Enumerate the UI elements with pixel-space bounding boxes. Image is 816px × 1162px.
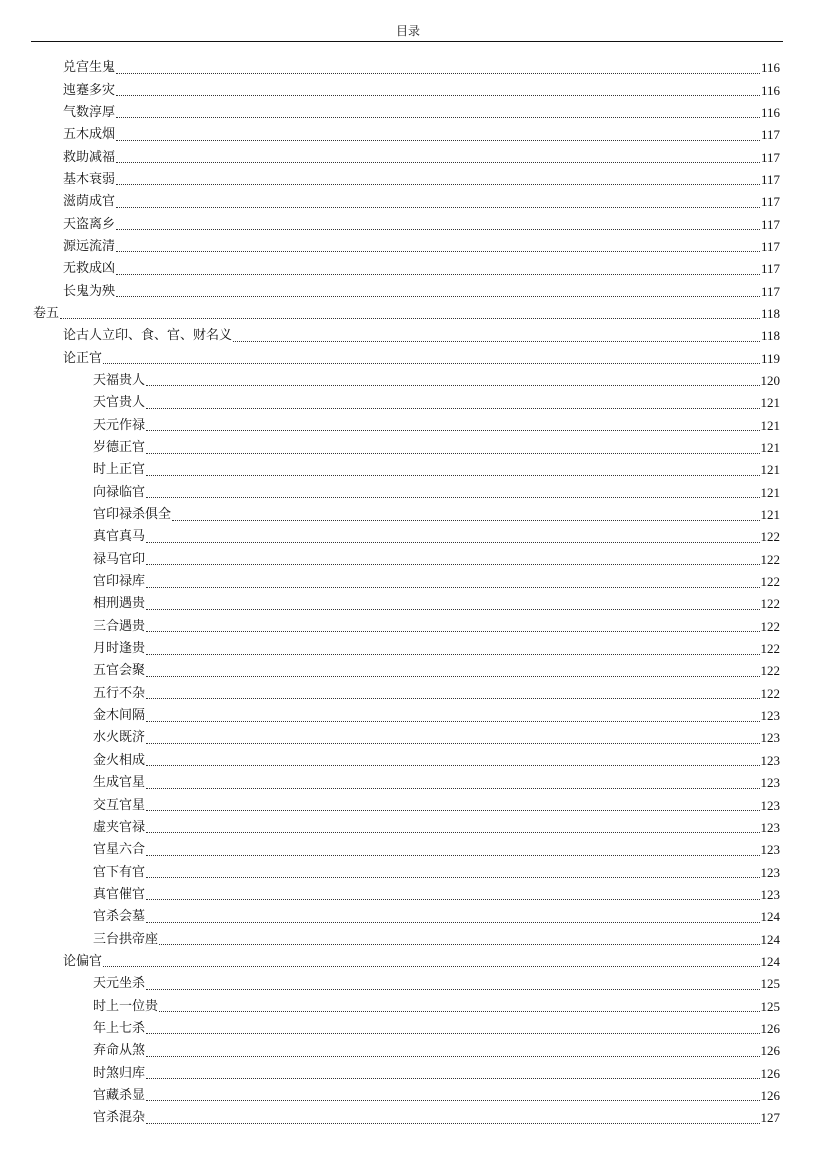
toc-entry-title: 官印禄库 [93, 574, 146, 590]
toc-dot-leader [146, 564, 759, 565]
toc-entry[interactable] [0, 482, 816, 504]
toc-entry-title: 论偏官 [63, 953, 103, 969]
toc-dot-leader [146, 654, 759, 655]
toc-entry-page-number: 122 [760, 618, 780, 634]
toc-entry-title: 官杀会墓 [93, 909, 146, 925]
toc-entry[interactable] [0, 124, 816, 146]
toc-entry-page-number: 127 [760, 1110, 780, 1126]
toc-entry[interactable] [0, 280, 816, 302]
toc-dot-leader [146, 587, 759, 588]
toc-entry[interactable] [0, 1040, 816, 1062]
toc-entry-title: 天福贵人 [93, 372, 146, 388]
toc-dot-leader [60, 318, 760, 319]
toc-entry[interactable] [0, 415, 816, 437]
toc-dot-leader [146, 408, 759, 409]
toc-entry-title: 向禄临官 [93, 484, 146, 500]
toc-entry-page-number: 126 [760, 1043, 780, 1059]
toc-entry-page-number: 124 [760, 953, 780, 969]
toc-entry[interactable] [0, 750, 816, 772]
toc-entry-page-number: 123 [760, 886, 780, 902]
toc-entry-title: 金木间隔 [93, 708, 146, 724]
toc-entry[interactable] [0, 1018, 816, 1040]
toc-entry[interactable] [0, 727, 816, 749]
toc-entry[interactable] [0, 370, 816, 392]
toc-entry-page-number: 117 [760, 261, 780, 277]
toc-dot-leader [146, 877, 759, 878]
toc-entry-title: 真官真马 [93, 529, 146, 545]
toc-entry[interactable] [0, 57, 816, 79]
toc-entry-page-number: 117 [760, 127, 780, 143]
toc-entry-title: 虚夹官禄 [93, 819, 146, 835]
toc-dot-leader [116, 296, 760, 297]
toc-entry-title: 官印禄杀俱全 [93, 507, 172, 523]
toc-dot-leader [146, 1033, 759, 1034]
toc-dot-leader [146, 989, 759, 990]
toc-entry-page-number: 125 [760, 976, 780, 992]
toc-entry[interactable] [0, 504, 816, 526]
toc-entry[interactable] [0, 705, 816, 727]
toc-entry-title: 天盗离乡 [63, 216, 116, 232]
toc-entry-title: 卷五 [33, 305, 60, 321]
toc-dot-leader [146, 609, 759, 610]
toc-dot-leader [146, 721, 759, 722]
toc-dot-leader [146, 475, 759, 476]
toc-entry-title: 真官催官 [93, 886, 146, 902]
toc-dot-leader [116, 73, 760, 74]
toc-entry[interactable] [0, 213, 816, 235]
toc-entry-title: 生成官星 [93, 775, 146, 791]
toc-entry[interactable] [0, 794, 816, 816]
toc-entry-title: 天官贵人 [93, 395, 146, 411]
toc-entry-page-number: 122 [760, 685, 780, 701]
toc-dot-leader [146, 631, 759, 632]
toc-entry-page-number: 122 [760, 551, 780, 567]
toc-entry-title: 岁德正官 [93, 440, 146, 456]
toc-dot-leader [146, 676, 759, 677]
toc-entry[interactable] [0, 258, 816, 280]
toc-entry-title: 无救成凶 [63, 261, 116, 277]
toc-entry-page-number: 117 [760, 171, 780, 187]
toc-dot-leader [116, 229, 760, 230]
toc-entry-page-number: 120 [760, 372, 780, 388]
toc-entry-title: 年上七杀 [93, 1020, 146, 1036]
toc-dot-leader [146, 1078, 759, 1079]
toc-entry-page-number: 117 [760, 238, 780, 254]
toc-dot-leader [146, 430, 759, 431]
toc-entry-title: 救助减福 [63, 149, 116, 165]
toc-entry-page-number: 126 [760, 1020, 780, 1036]
toc-entry[interactable] [0, 593, 816, 615]
toc-entry-page-number: 123 [760, 752, 780, 768]
toc-entry-page-number: 121 [760, 417, 780, 433]
toc-dot-leader [116, 274, 760, 275]
toc-entry-page-number: 123 [760, 730, 780, 746]
toc-entry-page-number: 123 [760, 797, 780, 813]
toc-entry-title: 五官会聚 [93, 663, 146, 679]
toc-dot-leader [233, 341, 760, 342]
toc-entry[interactable] [0, 102, 816, 124]
toc-entry[interactable] [0, 347, 816, 369]
toc-entry-page-number: 117 [760, 194, 780, 210]
toc-dot-leader [146, 832, 759, 833]
toc-dot-leader [146, 698, 759, 699]
toc-entry[interactable] [0, 772, 816, 794]
toc-entry[interactable] [0, 973, 816, 995]
toc-dot-leader [146, 453, 759, 454]
toc-entry-title: 官星六合 [93, 842, 146, 858]
toc-entry-page-number: 126 [760, 1065, 780, 1081]
toc-entry-page-number: 122 [760, 641, 780, 657]
toc-entry-page-number: 118 [760, 305, 780, 321]
toc-entry[interactable] [0, 571, 816, 593]
toc-entry-page-number: 125 [760, 998, 780, 1014]
toc-entry[interactable] [0, 79, 816, 101]
toc-entry[interactable] [0, 459, 816, 481]
toc-entry-page-number: 119 [760, 350, 780, 366]
toc-entry[interactable] [0, 549, 816, 571]
toc-dot-leader [103, 363, 760, 364]
toc-entry[interactable] [0, 392, 816, 414]
toc-dot-leader [172, 520, 759, 521]
toc-entry-title: 弃命从煞 [93, 1043, 146, 1059]
page-header-title: 目录 [395, 24, 420, 38]
toc-dot-leader [146, 497, 759, 498]
toc-entry[interactable] [0, 638, 816, 660]
toc-entry-page-number: 123 [760, 775, 780, 791]
toc-entry[interactable] [0, 928, 816, 950]
toc-entry-title: 天元坐杀 [93, 976, 146, 992]
toc-entry-title: 天元作禄 [93, 417, 146, 433]
toc-entry-title: 论正官 [63, 350, 103, 366]
toc-entry-page-number: 122 [760, 596, 780, 612]
toc-entry[interactable] [0, 1107, 816, 1129]
toc-entry-title: 三合遇贵 [93, 618, 146, 634]
toc-dot-leader [116, 207, 760, 208]
toc-dot-leader [146, 922, 759, 923]
toc-dot-leader [116, 95, 760, 96]
toc-entry-title: 交互官星 [93, 797, 146, 813]
toc-entry[interactable] [0, 817, 816, 839]
toc-entry-title: 相刑遇贵 [93, 596, 146, 612]
toc-dot-leader [146, 542, 759, 543]
toc-entry[interactable] [0, 1062, 816, 1084]
toc-entry[interactable] [0, 951, 816, 973]
toc-entry-page-number: 123 [760, 864, 780, 880]
toc-entry-page-number: 118 [760, 328, 780, 344]
toc-entry[interactable] [0, 236, 816, 258]
toc-entry-page-number: 122 [760, 529, 780, 545]
toc-entry-page-number: 121 [760, 507, 780, 523]
toc-entry[interactable] [0, 839, 816, 861]
toc-entry-page-number: 121 [760, 462, 780, 478]
toc-entry[interactable] [0, 616, 816, 638]
header-rule [31, 41, 783, 42]
toc-dot-leader [146, 1100, 759, 1101]
toc-entry-title: 兑宫生鬼 [63, 60, 116, 76]
toc-dot-leader [103, 966, 759, 967]
toc-entry-page-number: 122 [760, 574, 780, 590]
toc-entry[interactable] [0, 683, 816, 705]
toc-dot-leader [146, 1123, 759, 1124]
toc-entry-title: 时上正官 [93, 462, 146, 478]
toc-entry-title: 月时逢贵 [93, 641, 146, 657]
toc-entry-title: 迍蹇多灾 [63, 82, 116, 98]
toc-entry-title: 源远流清 [63, 238, 116, 254]
toc-entry-page-number: 116 [760, 104, 780, 120]
toc-dot-leader [146, 899, 759, 900]
toc-entry[interactable] [0, 146, 816, 168]
toc-dot-leader [146, 765, 759, 766]
toc-entry[interactable] [0, 861, 816, 883]
toc-entry-title: 气数淳厚 [63, 104, 116, 120]
toc-dot-leader [159, 1011, 759, 1012]
toc-entry-title: 时上一位贵 [93, 998, 159, 1014]
toc-entry-page-number: 117 [760, 216, 780, 232]
toc-entry-page-number: 126 [760, 1087, 780, 1103]
toc-entry-page-number: 116 [760, 82, 780, 98]
toc-dot-leader [146, 385, 759, 386]
toc-entry-page-number: 117 [760, 149, 780, 165]
toc-dot-leader [116, 184, 760, 185]
toc-dot-leader [116, 251, 760, 252]
toc-entry-page-number: 121 [760, 484, 780, 500]
toc-entry-title: 官藏杀显 [93, 1087, 146, 1103]
toc-entry-page-number: 124 [760, 931, 780, 947]
toc-entry[interactable] [0, 303, 816, 325]
toc-entry[interactable] [0, 1085, 816, 1107]
table-of-contents [0, 57, 816, 1130]
toc-entry-page-number: 121 [760, 395, 780, 411]
toc-entry-title: 官下有官 [93, 864, 146, 880]
toc-entry-page-number: 123 [760, 819, 780, 835]
toc-entry-title: 时煞归库 [93, 1065, 146, 1081]
toc-entry-page-number: 123 [760, 842, 780, 858]
toc-entry-title: 基木衰弱 [63, 171, 116, 187]
toc-entry[interactable] [0, 995, 816, 1017]
toc-entry[interactable] [0, 884, 816, 906]
toc-dot-leader [159, 944, 759, 945]
toc-dot-leader [146, 1056, 759, 1057]
toc-dot-leader [146, 855, 759, 856]
toc-entry-title: 长鬼为殃 [63, 283, 116, 299]
toc-entry[interactable] [0, 906, 816, 928]
toc-entry[interactable] [0, 437, 816, 459]
toc-entry-title: 金火相成 [93, 752, 146, 768]
toc-entry[interactable] [0, 325, 816, 347]
toc-entry-title: 五行不杂 [93, 685, 146, 701]
toc-entry[interactable] [0, 191, 816, 213]
toc-dot-leader [116, 162, 760, 163]
toc-entry[interactable] [0, 526, 816, 548]
toc-dot-leader [146, 788, 759, 789]
toc-entry-title: 三台拱帝座 [93, 931, 159, 947]
toc-dot-leader [146, 743, 759, 744]
toc-entry-title: 滋荫成官 [63, 194, 116, 210]
toc-entry-page-number: 121 [760, 440, 780, 456]
toc-entry-page-number: 116 [760, 60, 780, 76]
toc-dot-leader [116, 140, 760, 141]
toc-entry-page-number: 122 [760, 663, 780, 679]
toc-dot-leader [116, 117, 760, 118]
toc-entry-page-number: 123 [760, 708, 780, 724]
toc-entry-page-number: 117 [760, 283, 780, 299]
toc-entry[interactable] [0, 169, 816, 191]
toc-entry[interactable] [0, 660, 816, 682]
toc-entry-title: 五木成烟 [63, 127, 116, 143]
toc-entry-title: 官杀混杂 [93, 1110, 146, 1126]
toc-entry-title: 禄马官印 [93, 551, 146, 567]
toc-entry-page-number: 124 [760, 909, 780, 925]
toc-entry-title: 论古人立印、食、官、财名义 [63, 328, 233, 344]
toc-dot-leader [146, 810, 759, 811]
toc-entry-title: 水火既济 [93, 730, 146, 746]
